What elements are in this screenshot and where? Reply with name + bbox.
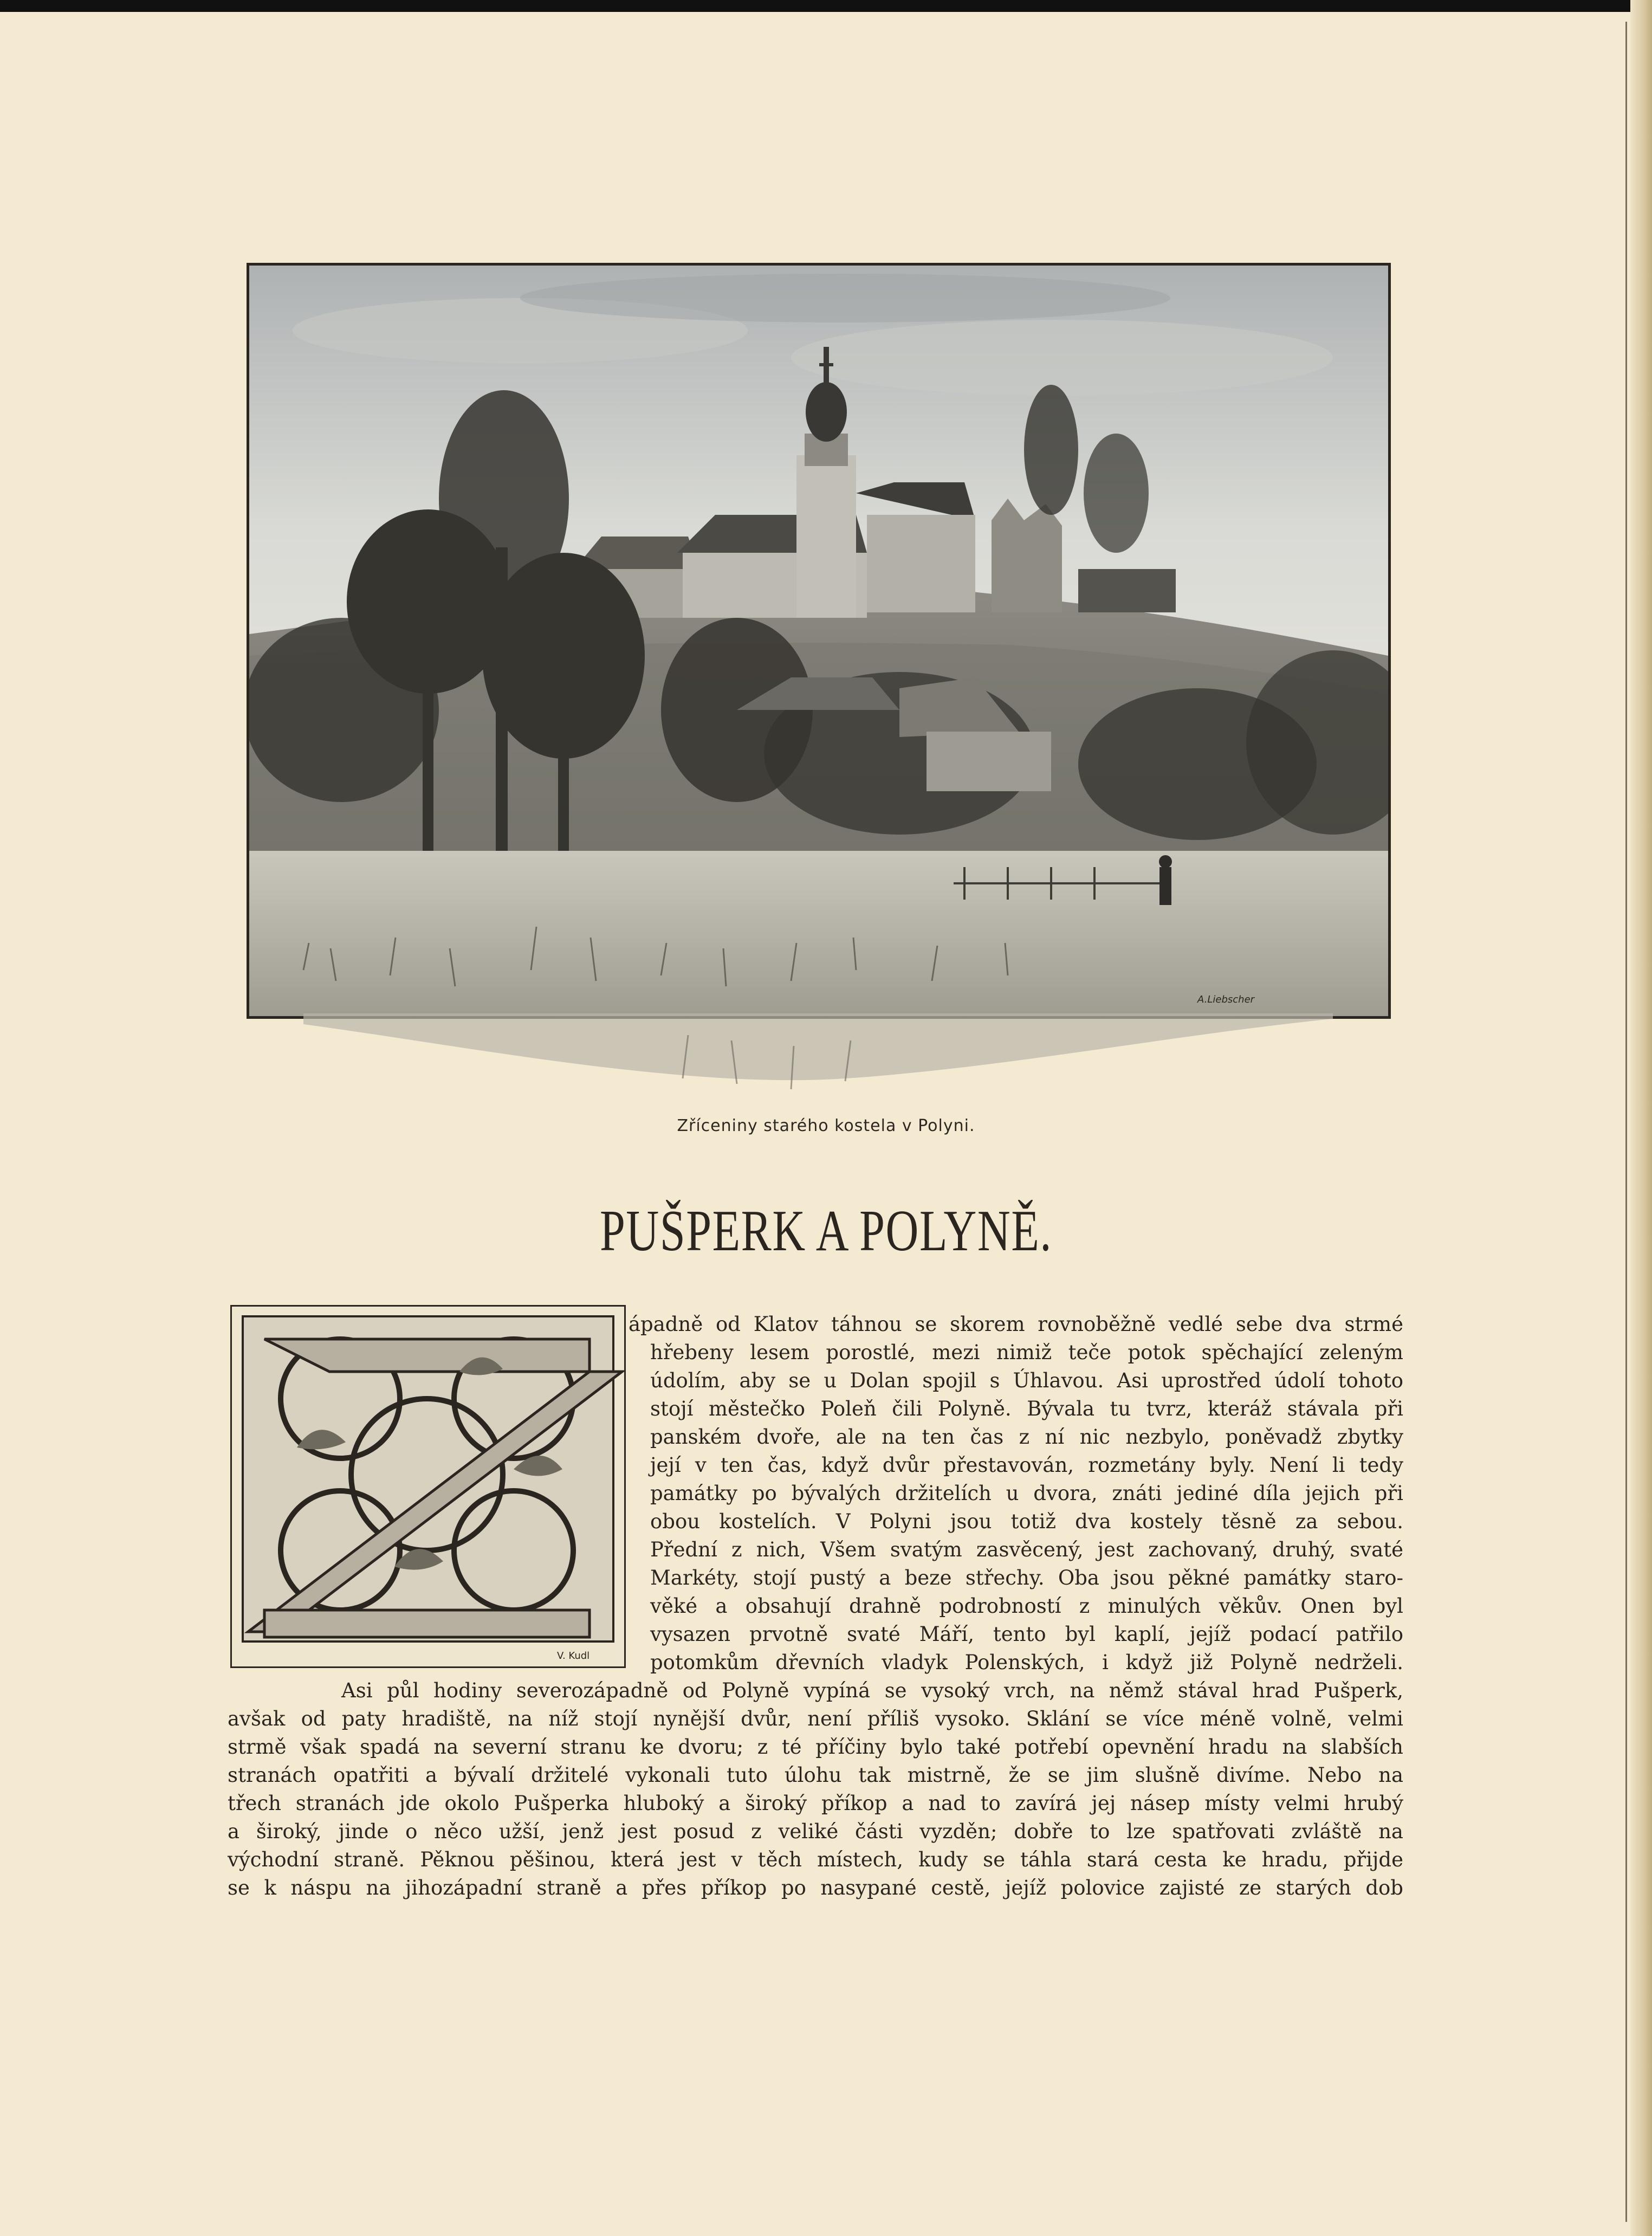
- text-line: vysazen prvotně svaté Máří, tento byl kaplí, jejíž podací patřilo: [650, 1623, 1403, 1646]
- text-line: Asi půl hodiny severozápadně od Polyně vypíná se vysoký vrch, na němž stával hrad Pušperk,: [341, 1679, 1403, 1702]
- text-line: avšak od paty hradiště, na níž stojí nynější dvůr, není příliš vysoko. Sklání se více méně volně, velmi: [228, 1707, 1403, 1730]
- text-line: Přední z nich, Všem svatým zasvěcený, jest zachovaný, druhý, svaté: [650, 1538, 1403, 1561]
- text-line: údolím, aby se u Dolan spojil s Úhlavou. Asi uprostřed údolí tohoto: [650, 1369, 1403, 1392]
- text-line: Markéty, stojí pustý a beze střechy. Oba jsou pěkné památky staro-: [650, 1566, 1403, 1589]
- church-landscape-picture: [249, 266, 1388, 1016]
- text-line: třech stranách jde okolo Pušperka hluboký a široký příkop a nad to zavírá jej násep místy velmi hrubý: [228, 1792, 1403, 1815]
- initial-signature: V. Kudl: [557, 1650, 590, 1662]
- church-illustration: [247, 263, 1391, 1019]
- text-line: se k náspu na jihozápadní straně a přes příkop po nasypané cestě, jejíž polovice zajisté ze starých dob: [228, 1876, 1403, 1899]
- text-line: strmě však spadá na severní stranu ke dvoru; z té příčiny bylo také potřebí opevnění hradu na slabších: [228, 1735, 1403, 1759]
- text-line: východní straně. Pěknou pěšinou, která jest v těch místech, kudy se táhla stará cesta ke hradu, přijde: [228, 1848, 1403, 1871]
- text-line: ápadně od Klatov táhnou se skorem rovnoběžně vedlé sebe dva strmé: [629, 1313, 1403, 1336]
- text-line: památky po bývalých držitelích u dvora, znáti jediné díla jejich při: [650, 1482, 1403, 1505]
- text-line: stranách opatřiti a bývalí držitelé vykonali tuto úlohu tak mistrně, že se jim slušně divíme. Nebo na: [228, 1763, 1403, 1787]
- text-line: panském dvoře, ale na ten čas z ní nic nezbylo, poněvadž zbytky: [650, 1425, 1403, 1449]
- scan-top-edge: [0, 0, 1652, 12]
- text-line: obou kostelích. V Polyni jsou totiž dva kostely těsně za sebou.: [650, 1510, 1403, 1533]
- text-line: věké a obsahují drahně podrobností z minulých věkův. Onen byl: [650, 1594, 1403, 1618]
- article-title: PUŠPERK A POLYNĚ.: [600, 1199, 1052, 1263]
- text-line: potomkům dřevních vladyk Polenských, i když již Polyně nedrželi.: [650, 1651, 1403, 1674]
- text-line: stojí městečko Poleň čili Polyně. Bývala tu tvrz, kteráž stávala při: [650, 1397, 1403, 1420]
- illustration-caption: Zříceniny starého kostela v Polyni.: [677, 1116, 975, 1135]
- text-line: a široký, jinde o něco užší, jenž jest posud z veliké části vyzděn; dobře to lze spatřovati zvláště na: [228, 1820, 1403, 1843]
- text-line: její v ten čas, když dvůr přestavován, rozmetány byly. Není li tedy: [650, 1453, 1403, 1477]
- artist-signature: A.Liebscher: [1197, 994, 1255, 1005]
- decorative-initial-letter: [230, 1305, 626, 1668]
- grass-spill-decoration: [303, 1013, 1333, 1106]
- text-line: hřebeny lesem porostlé, mezi nimiž teče potok spěchající zeleným: [650, 1341, 1403, 1364]
- ornamental-z-icon: [232, 1307, 624, 1666]
